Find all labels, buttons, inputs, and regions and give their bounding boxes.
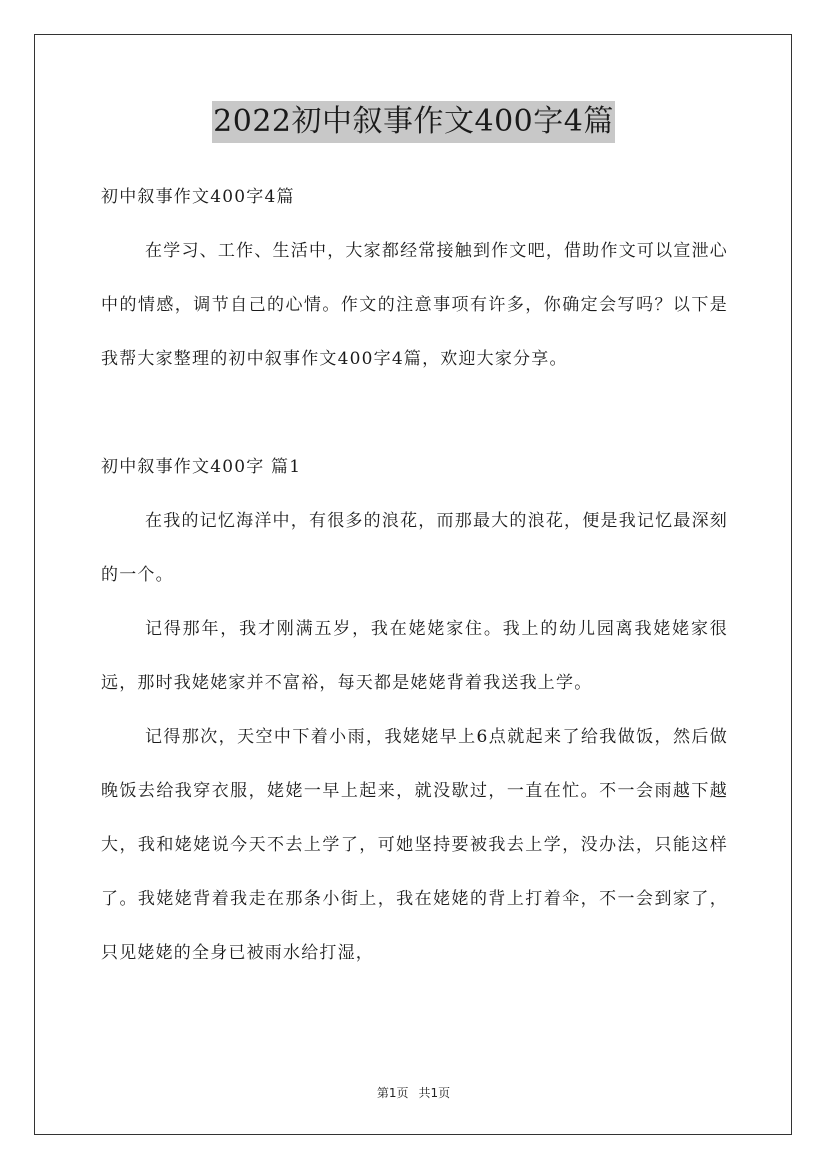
- body-paragraph: 记得那次，天空中下着小雨，我姥姥早上6点就起来了给我做饭，然后做晚饭去给我穿衣服，姥姥一早上起来，就没歇过，一直在忙。不一会雨越下越大，我和姥姥说今天不去上学了，可她坚持要被我去上学，没办法，只能这样了。我姥姥背着我走在那条小街上，我在姥姥的背上打着伞，不一会到家了，只见姥姥的全身已被雨水给打湿，: [101, 727, 728, 963]
- intro-paragraph: 在学习、工作、生活中，大家都经常接触到作文吧，借助作文可以宣泄心中的情感，调节自己的心情。作文的注意事项有许多，你确定会写吗？以下是我帮大家整理的初中叙事作文400字4篇，欢迎大家分享。: [101, 241, 728, 369]
- page-number: 第1页: [376, 1086, 409, 1100]
- document-body: [101, 170, 728, 980]
- body-paragraph: 记得那年，我才刚满五岁，我在姥姥家住。我上的幼儿园离我姥姥家很远，那时我姥姥家并不富裕，每天都是姥姥背着我送我上学。: [101, 619, 728, 693]
- page-total: 共1页: [418, 1086, 451, 1100]
- page-footer: [0, 1084, 827, 1101]
- document-title: 2022初中叙事作文400字4篇: [212, 101, 615, 143]
- body-paragraph: 在我的记忆海洋中，有很多的浪花，而那最大的浪花，便是我记忆最深刻的一个。: [101, 511, 728, 585]
- title-container: [0, 101, 827, 143]
- section-spacer: [101, 386, 728, 440]
- section-heading: 初中叙事作文400字 篇1: [101, 457, 302, 477]
- subtitle: 初中叙事作文400字4篇: [101, 187, 295, 207]
